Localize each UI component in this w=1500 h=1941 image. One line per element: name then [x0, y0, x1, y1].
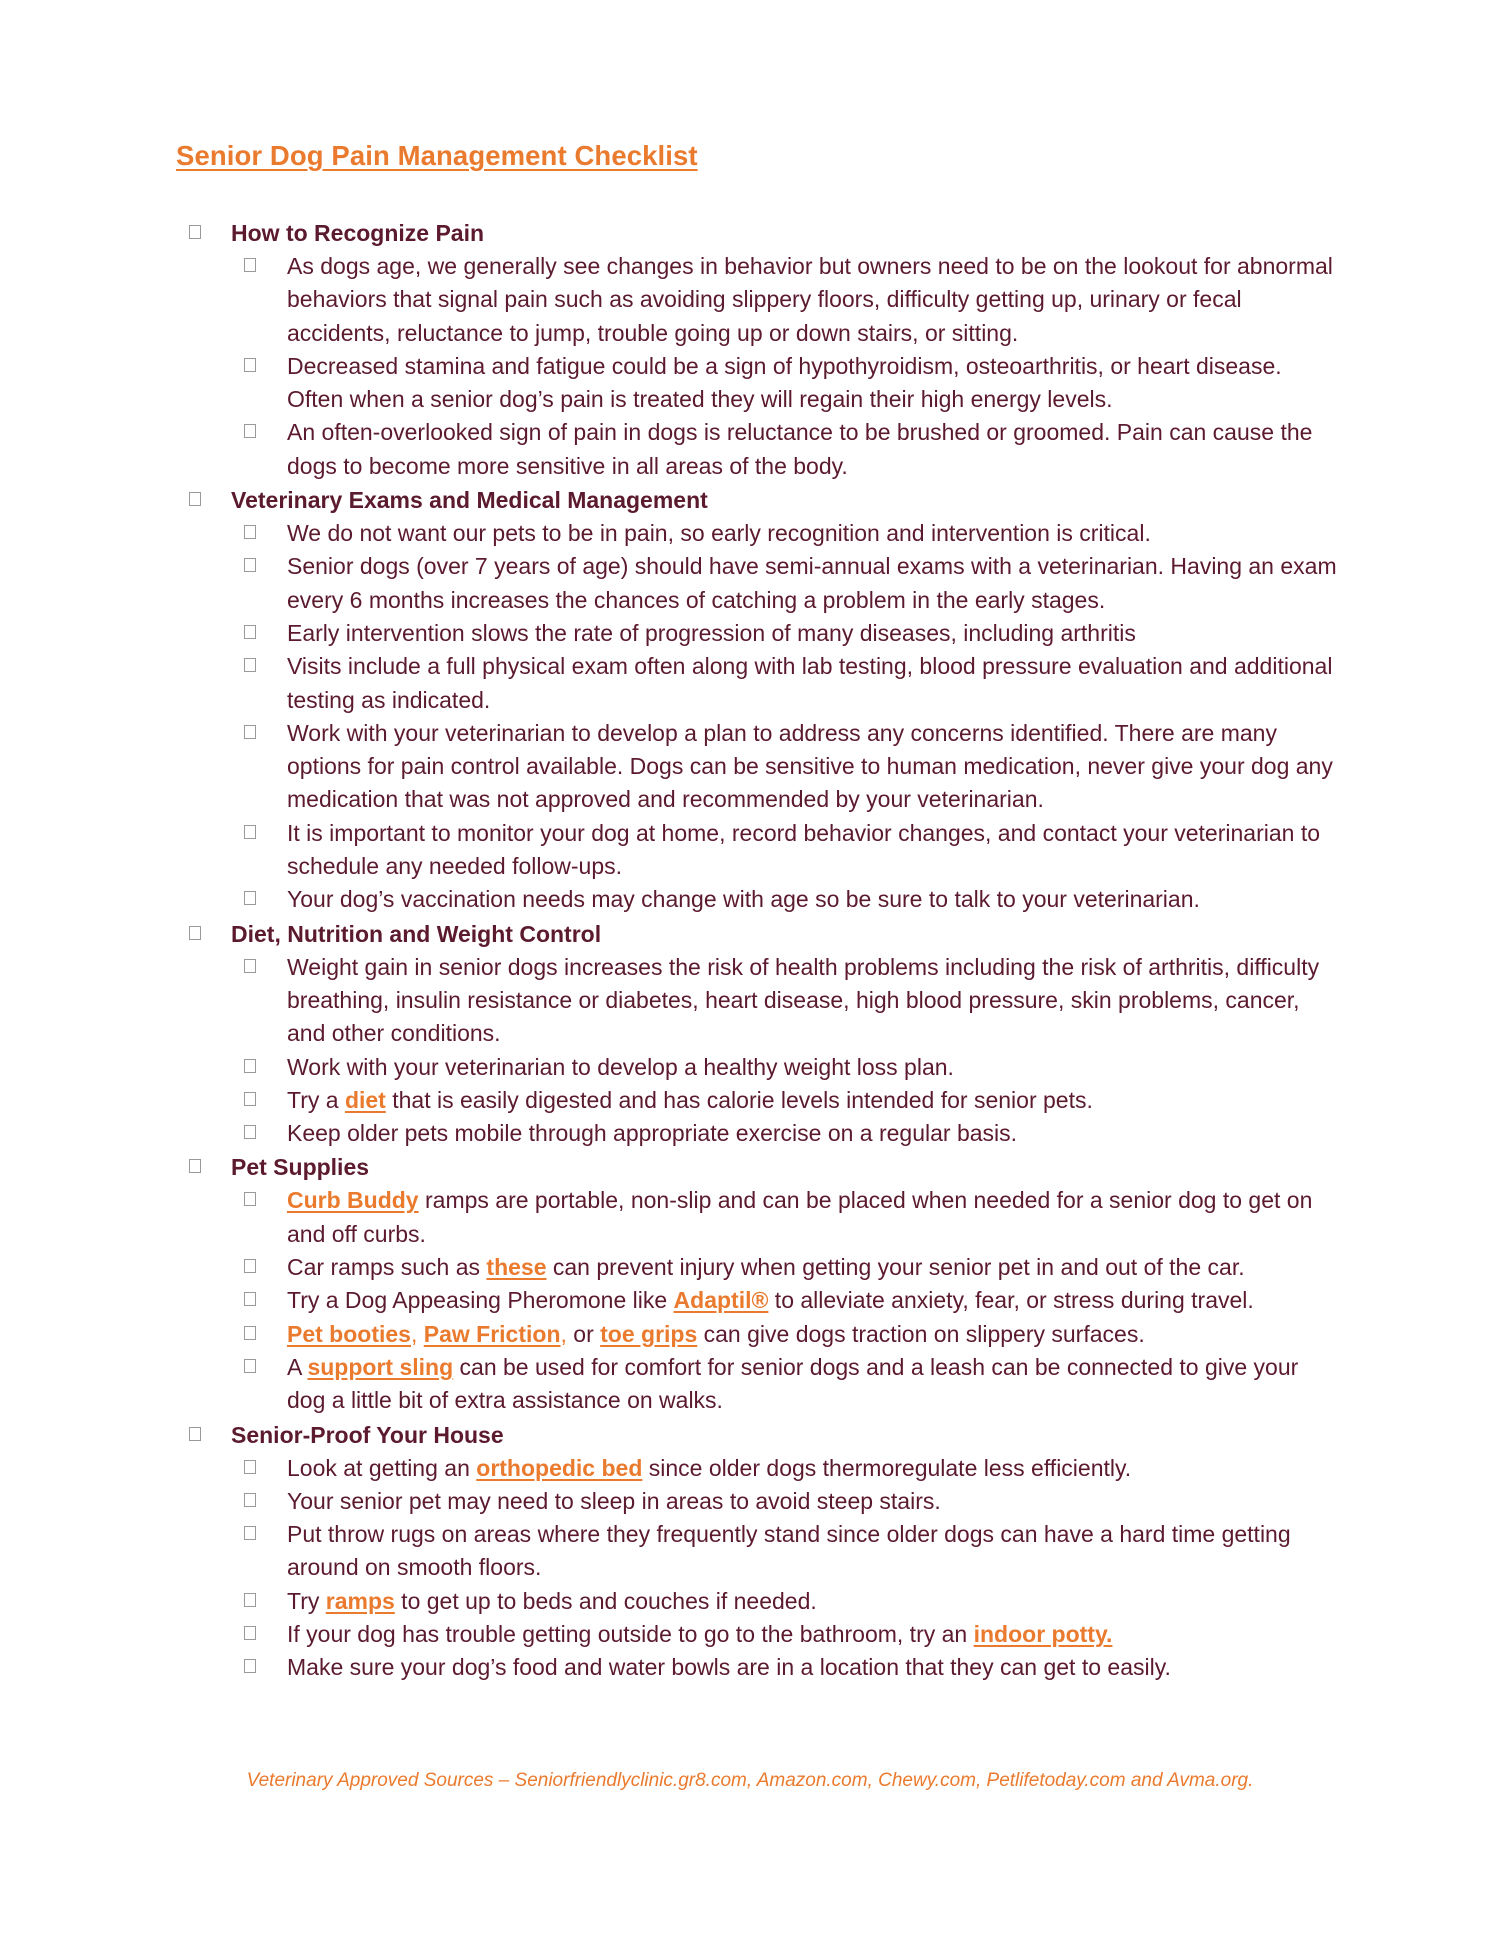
checkbox-icon[interactable] — [244, 424, 256, 438]
link-separator: , — [410, 1320, 424, 1347]
checkbox-icon[interactable] — [244, 658, 256, 672]
checklist-item — [0, 250, 1500, 350]
checkbox-icon[interactable] — [244, 258, 256, 272]
item-text-segment: ramps are portable, non-slip and can be placed when needed for a senior dog to get on and off curbs. — [287, 1187, 1313, 1247]
checklist-item-text — [287, 1117, 1337, 1150]
item-text-segment: An often-overlooked sign of pain in dogs is reluctance to be brushed or groomed. Pain can cause the dogs to become more sensitive in all areas of the body. — [287, 419, 1313, 479]
product-link[interactable]: these — [486, 1254, 547, 1281]
checklist-item-text — [287, 1184, 1337, 1251]
checkbox-icon[interactable] — [189, 1427, 201, 1441]
item-text-segment: Decreased stamina and fatigue could be a sign of hypothyroidism, osteoarthritis, or heart disease. Often when a senior dog’s pain is treated they will regain their high energy levels. — [287, 352, 1282, 413]
checkbox-icon[interactable] — [244, 1092, 256, 1106]
checklist-item — [0, 1318, 1500, 1351]
checkbox-icon[interactable] — [244, 1326, 256, 1340]
item-text-segment: If your dog has trouble getting outside to go to the bathroom, try an — [287, 1620, 974, 1647]
checklist-item-text — [287, 1084, 1337, 1117]
section-heading-label: Senior-Proof Your House — [231, 1421, 504, 1448]
product-link[interactable]: diet — [344, 1086, 386, 1113]
checklist-item — [0, 1585, 1500, 1618]
checklist-item-text — [287, 517, 1337, 550]
item-text-segment: since older dogs thermoregulate less efficiently. — [642, 1454, 1132, 1481]
checklist — [0, 216, 1500, 1685]
checklist-item-text — [287, 717, 1337, 817]
item-text-segment: Make sure your dog’s food and water bowls are in a location that they can get to easily. — [287, 1654, 1171, 1681]
checklist-item-text — [287, 1251, 1337, 1284]
item-text-segment: Senior dogs (over 7 years of age) should have semi-annual exams with a veterinarian. Having an exam every 6 months increases the chances of catching a problem in the early stages. — [287, 553, 1337, 613]
section-heading — [0, 216, 1500, 250]
checkbox-icon[interactable] — [244, 725, 256, 739]
checkbox-icon[interactable] — [189, 492, 201, 506]
item-text-segment: can be used for comfort for senior dogs and a leash can be connected to give your dog a little bit of extra assistance on walks. — [287, 1353, 1299, 1414]
section-heading-label: How to Recognize Pain — [231, 220, 485, 246]
checklist-item-text — [287, 1585, 1337, 1618]
checkbox-icon[interactable] — [244, 1626, 256, 1640]
page-title: Senior Dog Pain Management Checklist — [176, 140, 698, 171]
item-text-segment: Work with your veterinarian to develop a healthy weight loss plan. — [287, 1053, 954, 1080]
checklist-item-text — [287, 250, 1337, 350]
item-text-segment: A — [287, 1353, 308, 1380]
checklist-item-text — [287, 350, 1337, 417]
checkbox-icon[interactable] — [244, 1659, 256, 1673]
checkbox-icon[interactable] — [244, 1493, 256, 1507]
item-text-segment: Car ramps such as — [287, 1254, 487, 1281]
section-heading — [0, 917, 1500, 951]
item-text-segment: Weight gain in senior dogs increases the risk of health problems including the risk of arthritis, difficulty breathing, insulin resistance or diabetes, heart disease, high blood pressure, skin problems, cancer, and other conditions. — [287, 953, 1320, 1047]
checklist-item — [0, 1518, 1500, 1585]
checklist-item-text — [287, 883, 1337, 916]
item-text-segment: to get up to beds and couches if needed. — [394, 1587, 817, 1614]
product-link[interactable]: orthopedic bed — [476, 1454, 643, 1481]
checkbox-icon[interactable] — [244, 1059, 256, 1073]
checklist-item — [0, 617, 1500, 650]
checklist-item-text — [287, 817, 1337, 884]
checklist-item — [0, 717, 1500, 817]
item-text-segment: Your dog’s vaccination needs may change with age so be sure to talk to your veterinarian. — [287, 886, 1200, 913]
checklist-item-text — [287, 1351, 1337, 1418]
checkbox-icon[interactable] — [189, 225, 201, 239]
checklist-item-text — [287, 1284, 1337, 1317]
checkbox-icon[interactable] — [244, 1359, 256, 1373]
section-heading — [0, 1418, 1500, 1452]
item-text-segment: Keep older pets mobile through appropriate exercise on a regular basis. — [287, 1120, 1018, 1147]
section-heading-label: Pet Supplies — [231, 1154, 370, 1181]
product-link[interactable]: Paw Friction — [423, 1320, 561, 1347]
product-link[interactable]: Adaptil® — [673, 1287, 769, 1314]
item-text-segment: It is important to monitor your dog at home, record behavior changes, and contact your veterinarian to schedule any needed follow-ups. — [287, 819, 1321, 880]
checklist-item-text — [287, 1651, 1337, 1684]
checklist-item-text — [287, 617, 1337, 650]
checklist-item — [0, 350, 1500, 417]
checkbox-icon[interactable] — [244, 1460, 256, 1474]
product-link[interactable]: support sling — [307, 1353, 454, 1380]
section-heading-label: Diet, Nutrition and Weight Control — [231, 920, 602, 947]
checkbox-icon[interactable] — [244, 1125, 256, 1139]
item-text-segment: Work with your veterinarian to develop a plan to address any concerns identified. There are many options for pain control available. Dogs can be sensitive to human medication, never give your dog any medication that was not approved and recommended by your veterinarian. — [287, 719, 1333, 813]
item-text-segment: can give dogs traction on slippery surfaces. — [697, 1320, 1145, 1347]
checklist-item-text — [287, 650, 1337, 717]
item-text-segment: Try a — [287, 1086, 345, 1113]
item-text-segment: or — [573, 1320, 601, 1347]
checklist-item — [0, 1251, 1500, 1284]
item-text-segment: Visits include a full physical exam often along with lab testing, blood pressure evaluation and additional testing as indicated. — [287, 653, 1333, 713]
checklist-item — [0, 1284, 1500, 1317]
checklist-item-text — [287, 1518, 1337, 1585]
item-text-segment: can prevent injury when getting your senior pet in and out of the car. — [546, 1254, 1245, 1281]
checklist-item — [0, 1051, 1500, 1084]
checkbox-icon[interactable] — [244, 1292, 256, 1306]
item-text-segment: As dogs age, we generally see changes in behavior but owners need to be on the lookout for abnormal behaviors that signal pain such as avoiding slippery floors, difficulty getting up, urinary or fecal accidents, reluctance to jump, trouble going up or down stairs, or sitting. — [287, 253, 1333, 346]
section-heading-label: Veterinary Exams and Medical Management — [231, 487, 708, 514]
checkbox-icon[interactable] — [244, 891, 256, 905]
checklist-item-text — [287, 1318, 1337, 1351]
item-text-segment: Try — [287, 1587, 326, 1614]
checkbox-icon[interactable] — [244, 625, 256, 639]
checklist-item — [0, 550, 1500, 617]
item-text-segment: Your senior pet may need to sleep in areas to avoid steep stairs. — [287, 1487, 941, 1514]
checkbox-icon[interactable] — [244, 1259, 256, 1273]
link-separator: , — [560, 1320, 574, 1347]
checkbox-icon[interactable] — [189, 926, 201, 940]
item-text-segment: Try a Dog Appeasing Pheromone like — [287, 1287, 674, 1314]
checklist-item-text — [287, 1452, 1337, 1485]
checklist-item — [0, 1651, 1500, 1684]
sources-footer: Veterinary Approved Sources – Seniorfriendlyclinic.gr8.com, Amazon.com, Chewy.com, Petlifetoday.com and Avma.org. — [246, 1770, 1254, 1791]
checkbox-icon[interactable] — [189, 1159, 201, 1173]
checkbox-icon[interactable] — [244, 1593, 256, 1607]
checklist-item — [0, 1351, 1500, 1418]
checkbox-icon[interactable] — [244, 825, 256, 839]
checkbox-icon[interactable] — [244, 1192, 256, 1206]
item-text-segment: Early intervention slows the rate of progression of many diseases, including arthritis — [287, 619, 1136, 646]
checklist-item-text — [287, 1051, 1337, 1084]
section-heading — [0, 483, 1500, 517]
checklist-item-text — [287, 951, 1337, 1051]
product-link[interactable]: ramps — [325, 1587, 395, 1614]
item-text-segment: We do not want our pets to be in pain, so early recognition and intervention is critical. — [287, 520, 1151, 547]
checkbox-icon[interactable] — [244, 959, 256, 973]
checkbox-icon[interactable] — [244, 525, 256, 539]
checklist-item — [0, 1084, 1500, 1117]
checklist-item — [0, 1452, 1500, 1485]
checklist-item — [0, 1618, 1500, 1651]
item-text-segment: to alleviate anxiety, fear, or stress during travel. — [768, 1287, 1254, 1314]
checkbox-icon[interactable] — [244, 558, 256, 572]
checklist-item — [0, 416, 1500, 483]
checklist-item-text — [287, 1618, 1337, 1651]
product-link[interactable]: Curb Buddy — [287, 1187, 419, 1214]
checklist-item — [0, 951, 1500, 1051]
checklist-item — [0, 1485, 1500, 1518]
checklist-item — [0, 1117, 1500, 1150]
checklist-item-text — [287, 416, 1337, 483]
checklist-item — [0, 817, 1500, 884]
item-text-segment: Put throw rugs on areas where they frequently stand since older dogs can have a hard time getting around on smooth floors. — [287, 1521, 1291, 1581]
checklist-item — [0, 650, 1500, 717]
checklist-item — [0, 883, 1500, 916]
checklist-item-text — [287, 1485, 1337, 1518]
checkbox-icon[interactable] — [244, 1526, 256, 1540]
checkbox-icon[interactable] — [244, 358, 256, 372]
checklist-item-text — [287, 550, 1337, 617]
checklist-item — [0, 517, 1500, 550]
section-heading — [0, 1150, 1500, 1184]
item-text-segment: Look at getting an — [287, 1454, 477, 1481]
product-link[interactable]: indoor potty. — [973, 1620, 1113, 1647]
checklist-item — [0, 1184, 1500, 1251]
product-link[interactable]: Pet booties — [287, 1320, 411, 1347]
product-link[interactable]: toe grips — [600, 1320, 698, 1347]
item-text-segment: that is easily digested and has calorie levels intended for senior pets. — [385, 1086, 1093, 1113]
